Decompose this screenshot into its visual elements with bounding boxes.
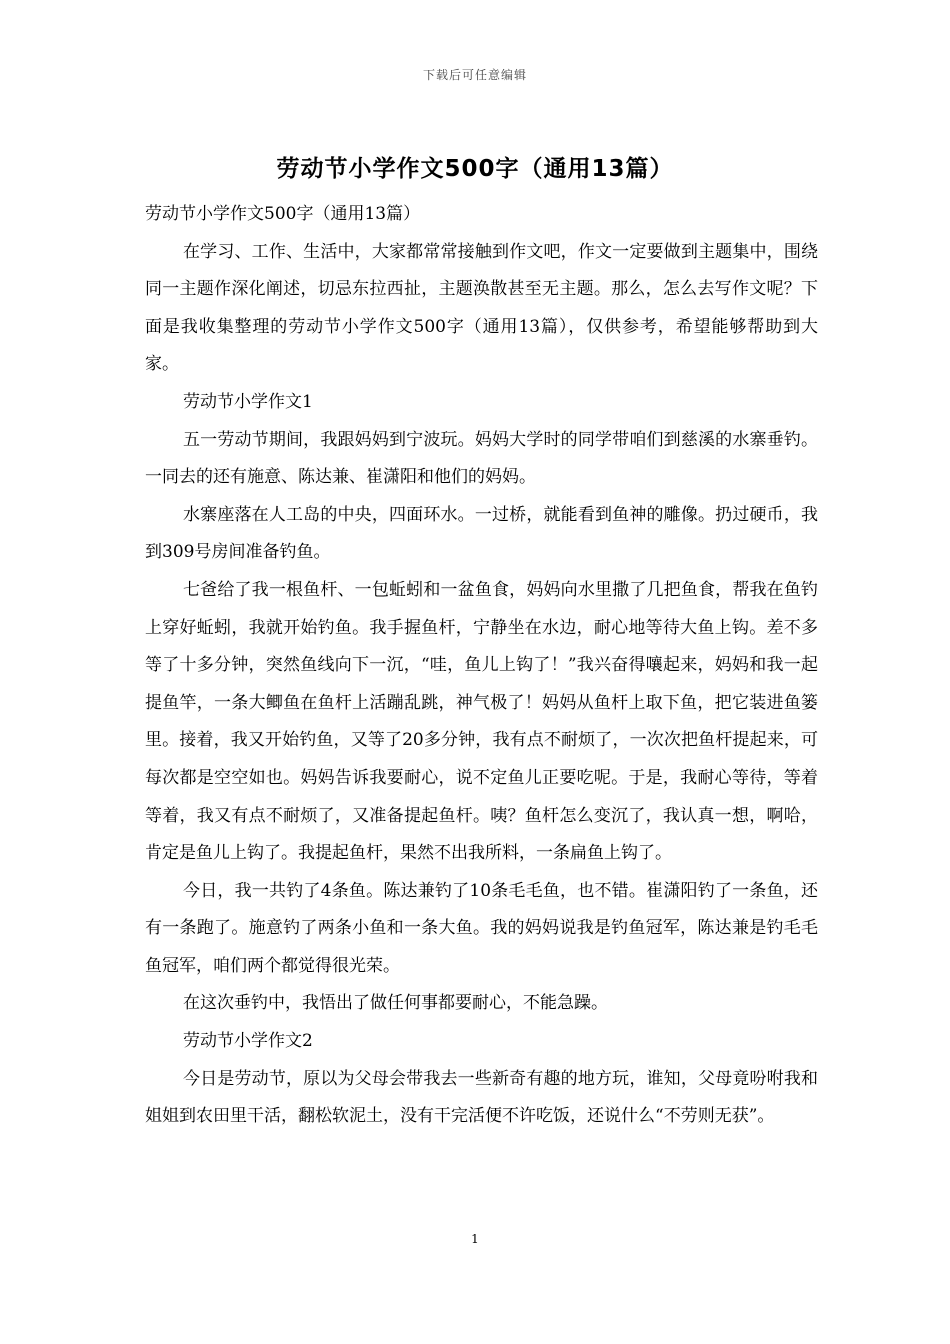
section-heading: 劳动节小学作文1: [183, 391, 313, 412]
document-body: [145, 196, 818, 1136]
body-paragraph: 五一劳动节期间，我跟妈妈到宁波玩。妈妈大学时的同学带咱们到慈溪的水寨垂钓。一同去的还有施意、陈达兼、崔潇阳和他们的妈妈。: [145, 429, 818, 488]
subtitle-paragraph: 劳动节小学作文500字（通用13篇）: [145, 204, 421, 224]
section-heading: 劳动节小学作文2: [183, 1031, 313, 1052]
body-paragraph: 七爸给了我一根鱼杆、一包蚯蚓和一盆鱼食，妈妈向水里撒了几把鱼食，帮我在鱼钓上穿好蚯蚓，我就开始钓鱼。我手握鱼杆，宁静坐在水边，耐心地等待大鱼上钩。差不多等了十多分钟，突然鱼线向下一沉，“哇，鱼儿上钩了！”我兴奋得嚷起来，妈妈和我一起提鱼竿，一条大鲫鱼在鱼杆上活蹦乱跳，神气极了！妈妈从鱼杆上取下鱼，把它装进鱼篓里。接着，我又开始钓鱼，又等了20多分钟，我有点不耐烦了，一次次把鱼杆提起来，可每次都是空空如也。妈妈告诉我要耐心，说不定鱼儿正要吃呢。于是，我耐心等待，等着等着，我又有点不耐烦了，又准备提起鱼杆。咦？鱼杆怎么变沉了，我认真一想，啊哈，肯定是鱼儿上钩了。我提起鱼杆，果然不出我所料，一条扁鱼上钩了。: [145, 579, 818, 864]
intro-paragraph: 在学习、工作、生活中，大家都常常接触到作文吧，作文一定要做到主题集中，围绕同一主题作深化阐述，切忌东拉西扯，主题涣散甚至无主题。那么，怎么去写作文呢？下面是我收集整理的劳动节小学作文500字（通用13篇），仅供参考，希望能够帮助到大家。: [145, 241, 818, 375]
page-header: 下载后可任意编辑: [422, 68, 527, 82]
document-title: 劳动节小学作文500字（通用13篇）: [276, 156, 674, 182]
page-number: 1: [471, 1232, 479, 1246]
body-paragraph: 水寨座落在人工岛的中央，四面环水。一过桥，就能看到鱼神的雕像。扔过硬币，我到309号房间准备钓鱼。: [145, 504, 818, 563]
body-paragraph: 在这次垂钓中，我悟出了做任何事都要耐心，不能急躁。: [183, 993, 608, 1014]
body-paragraph: 今日，我一共钓了4条鱼。陈达兼钓了10条毛毛鱼，也不错。崔潇阳钓了一条鱼，还有一条跑了。施意钓了两条小鱼和一条大鱼。我的妈妈说我是钓鱼冠军，陈达兼是钓毛毛鱼冠军，咱们两个都觉得很光荣。: [145, 880, 818, 976]
body-paragraph: 今日是劳动节，原以为父母会带我去一些新奇有趣的地方玩，谁知，父母竟吩咐我和姐姐到农田里干活，翻松软泥土，没有干完活便不许吃饭，还说什么“不劳则无获”。: [145, 1068, 818, 1127]
